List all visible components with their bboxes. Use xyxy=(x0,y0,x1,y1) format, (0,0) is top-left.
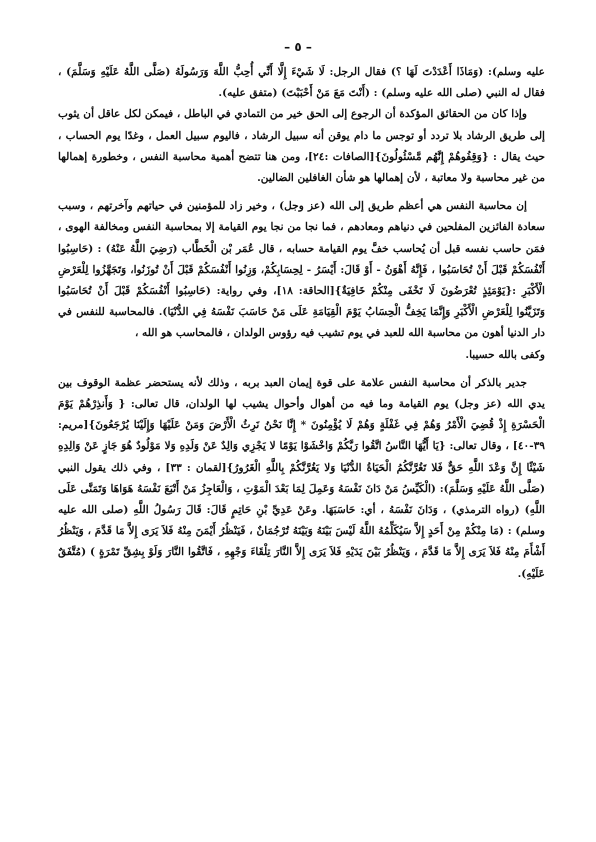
page-number: – ٥ – xyxy=(284,40,312,54)
paragraph-faith-sign: جدير بالذكر أن محاسبة النفس علامة على قوة إيمان العبد بربه ، وذلك لأنه يستحضر عظمة الوقوف بين يدي الله (عز وجل) يوم القيامة وما فيه من أهوال وأحوال يشيب لها الولدان، قال تعالى: { وَأَنذِرْهُمْ يَوْمَ الْحَسْرَةِ إِذْ قُضِيَ الْأَمْرُ وَهُمْ فِي غَفْلَةٍ وَهُمْ لَا يُؤْمِنُونَ * إِنَّا نَحْنُ نَرِثُ الْأَرْضَ وَمَنْ عَلَيْهَا وَإِلَيْنَا يُرْجَعُونَ}[مريم: ٣٩-٤٠] ، وقال تعالى: {يَا أَيُّهَا النَّاسُ اتَّقُوا رَبَّكُمْ وَاخْشَوْا يَوْمًا لا يَجْزِي وَالِدٌ عَنْ وَلَدِهِ وَلا مَوْلُودٌ هُوَ جَازٍ عَنْ وَالِدِهِ شَيْئًا إِنَّ وَعْدَ اللَّهِ حَقٌّ فَلا تَغُرَّنَّكُمُ الْحَيَاةُ الدُّنْيَا وَلا يَغُرَّنَّكُمْ بِاللَّهِ الْغَرُورُ}[لقمان : ٣٣] ، وفي ذلك يقول النبي (صَلَّى اللَّهُ عَلَيْهِ وَسَلَّمَ): (الْكَيِّسُ مَنْ دَانَ نَفْسَهُ وَعَمِلَ لِمَا بَعْدَ الْمَوْتِ ، وَالْعَاجِزُ مَنْ أَتْبَعَ نَفْسَهُ هَوَاهَا وَتَمَنَّى عَلَى اللَّهِ) (رواه الترمذي) ، وَدَانَ نَفْسَهُ ، أي: حَاسَبَهَا. وعَنْ عَدِيِّ بْنِ حَاتِمٍ قَالَ: قَالَ رَسُولُ اللَّهِ (صلى الله عليه وسلم) : (مَا مِنْكُمْ مِنْ أَحَدٍ إِلاَّ سَيُكَلِّمُهُ اللَّهُ لَيْسَ بَيْنَهُ وَبَيْنَهُ تُرْجُمَانٌ ، فَيَنْظُرُ أَيْمَنَ مِنْهُ فَلاَ يَرَى إِلاَّ مَا قَدَّمَ ، وَيَنْظُرُ أَشْأَمَ مِنْهُ فَلاَ يَرَى إِلاَّ مَا قَدَّمَ ، وَيَنْظُرُ بَيْنَ يَدَيْهِ فَلاَ يَرَى إِلاَّ النَّارَ تِلْقَاءَ وَجْهِهِ ، فَاتَّقُوا النَّارَ وَلَوْ بِشِقِّ تَمْرَةٍ ) (مُتَّفَقٌ عَلَيْهِ). xyxy=(58,376,545,580)
body-text xyxy=(58,62,545,585)
paragraph-return-to-truth: وإذا كان من الحقائق المؤكدة أن الرجوع إلى الحق خير من التمادي في الباطل ، فيمكن لكل عاقل أن يثوب إلى طريق الرشاد بلا تردد أو توجس ما دام يوقن أنه سبيل الرشاد ، فاليوم سبيل العمل ، وغدًا يوم الحساب ، حيث يقال : {وَقِفُوهُمْ إِنَّهُم مَّسْئُولُونَ}[الصافات :٢٤]، ومن هنا تتضح أهمية محاسبة النفس ، وخطورة إهمالها من غير محاسبة ولا معاتبة ، لأن إهمالها هو شأن الغافلين الضالين. xyxy=(58,108,545,185)
paragraph-hasbuna: وكفى بالله حسيبا. xyxy=(465,348,545,361)
paragraph-self-accounting: إن محاسبة النفس هي أعظم طريق إلى الله (عز وجل) ، وخير زاد للمؤمنين في حياتهم وآخرتهم ، وسبب سعادة الفائزين المفلحين في دنياهم ومعادهم ، فما نجا من نجا يوم القيامة إلا بمحاسبة النفس ومخالفة الهوى ، فمَن حاسب نفسه قبل أن يُحاسب خفَّ يوم القيامة حسابه ، قال عُمَر بْن الْخَطَّاب (رَضِيَ اللَّهُ عَنْهُ) : (حَاسِبُوا أَنْفُسَكُمْ قَبْلَ أَنْ تُحَاسَبُوا ، فَإِنَّهُ أَهْوَنُ - أَوْ قَالَ: أَيْسَرُ - لِحِسَابِكُمْ، وَزِنُوا أَنْفُسَكُمْ قَبْلَ أَنْ تُوزَنُوا، وَتَجَهَّزُوا لِلْعَرْضِ الْأَكْبَرِ :{يَوْمَئِذٍ تُعْرَضُونَ لَا تَخْفَى مِنْكُمْ خَافِيَةٌ}[الحاقة: ١٨]، وفي رواية: (حَاسِبُوا أَنْفُسَكُمْ قَبْلَ أَنْ تُحَاسَبُوا وَتَزَيَّنُوا لِلْعَرْضِ الْأَكْبَرِ وَإِنَّمَا يَخِفُّ الْحِسَابُ يَوْمَ الْقِيَامَةِ عَلَى مَنْ حَاسَبَ نَفْسَهُ فِي الدُّنْيَا). فالمحاسبة للنفس في دار الدنيا أهون من محاسبة الله للعبد في يوم تشيب فيه رؤوس الولدان ، فالمحاسب هو الله ، xyxy=(58,200,545,340)
paragraph-hadith-continuation: عليه وسلم): (وَمَاذَا أَعْدَدْتَ لَهَا ؟) فقال الرجل: لَا شَيْءَ إِلَّا أَنِّي أُحِبُّ اللَّهَ وَرَسُولَهُ (صَلَّى اللَّهُ عَلَيْهِ وَسَلَّمَ) ، فقال له النبي (صلى الله عليه وسلم) : (أَنْتَ مَعَ مَنْ أَحْبَبْتَ) (متفق عليه). xyxy=(58,66,545,100)
